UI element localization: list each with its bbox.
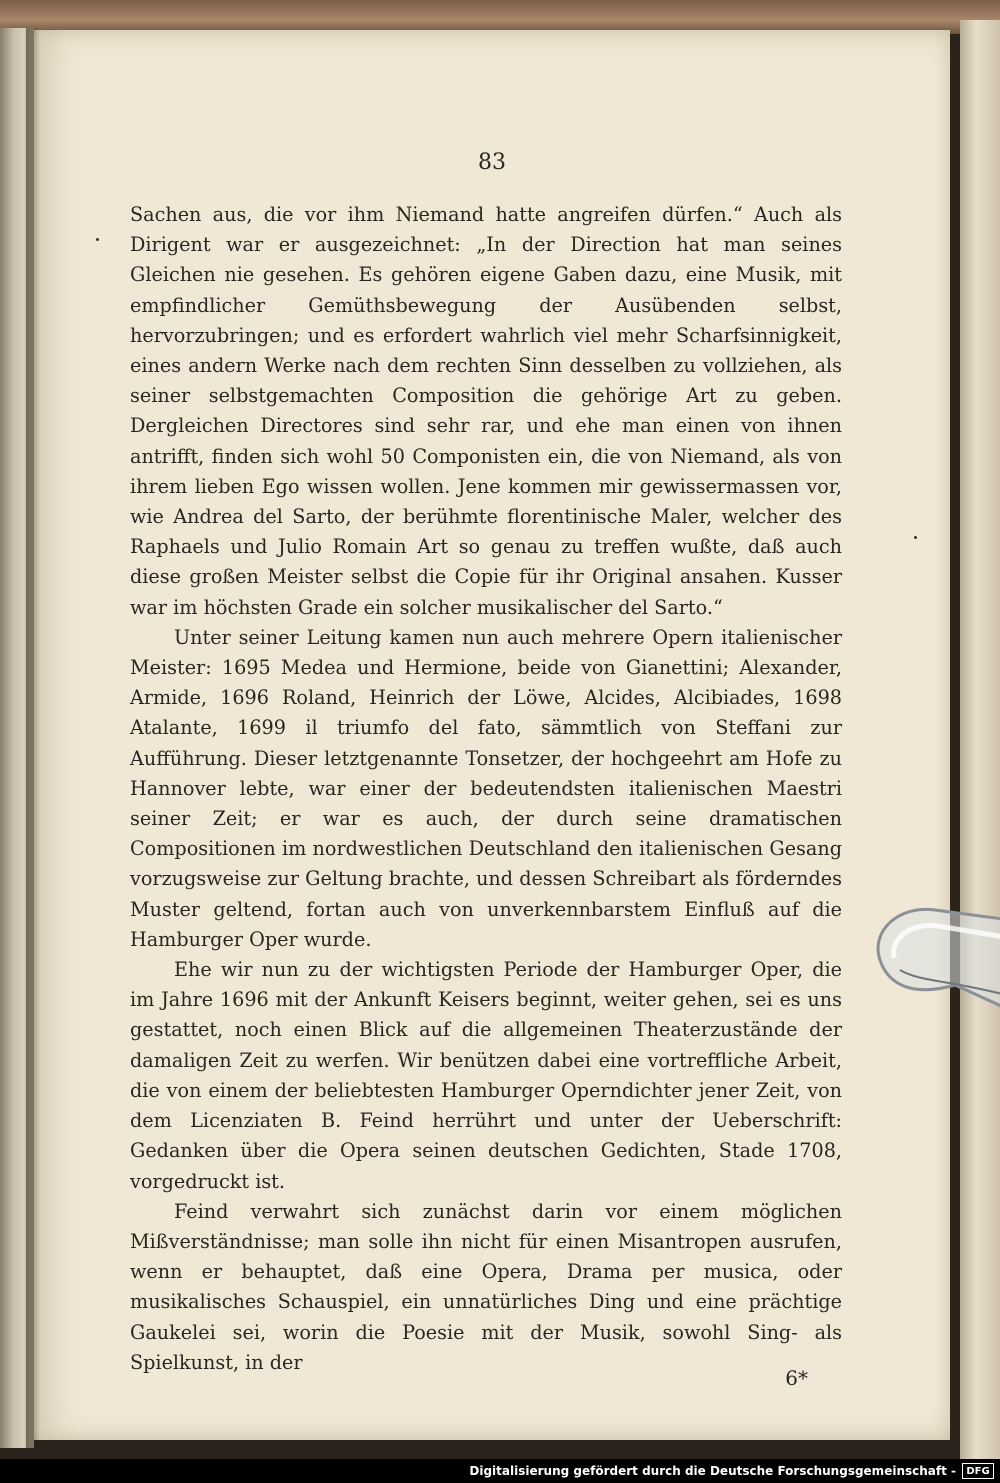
right-book-board: [960, 20, 1000, 1460]
paper-speck: [914, 536, 917, 539]
digitization-footer: [0, 1459, 1000, 1483]
page-body-text: [130, 200, 842, 1378]
paragraph: Unter seiner Leitung kamen nun auch mehrere Opern italienischer Meister: 1695 Medea und Hermione, beide von Gianettini; Alexander, Armide, 1696 Roland, Heinrich der Löwe, Alcides, Alcibiades, 1698 Atalante, 1699 il triumfo del fato, sämmtlich von Steffani zur Aufführung. Dieser letztgenannte Tonsetzer, der hochgeehrt am Hofe zu Hannover lebte, war einer der bedeutendsten italienischen Maestri seiner Zeit; er war es auch, der durch seine dramatischen Compositionen im nordwestlichen Deutschland den italienischen Gesang vorzugsweise zur Geltung brachte, und dessen Schreibart als förderndes Muster geltend, fortan auch von unverkennbarstem Einfluß auf die Hamburger Oper wurde.: [130, 625, 842, 951]
paper-speck: [96, 238, 99, 241]
footer-credit-text: Digitalisierung gefördert durch die Deutsche Forschungsgemeinschaft -: [469, 1464, 956, 1478]
page-clip-icon: [860, 900, 1000, 1030]
dfg-logo-icon: DFG: [962, 1463, 994, 1479]
paragraph: Ehe wir nun zu der wichtigsten Periode der Hamburger Oper, die im Jahre 1696 mit der Ankunft Keisers beginnt, weiter gehen, sei es uns gestattet, noch einen Blick auf die allgemeinen Theaterzustände der damaligen Zeit zu werfen. Wir benützen dabei eine vortreffliche Arbeit, die von einem der beliebtesten Hamburger Operndichter jener Zeit, von dem Licenziaten B. Feind herrührt und unter der Ueberschrift: Gedanken über die Opera seinen deutschen Gedichten, Stade 1708, vorgedruckt ist.: [130, 958, 842, 1193]
top-binding-edge: [0, 0, 1000, 34]
book-page: [34, 30, 950, 1440]
spine-shadow: [26, 28, 40, 1448]
sheet-signature: 6*: [785, 1366, 808, 1390]
paragraph: Feind verwahrt sich zunächst darin vor einem möglichen Mißverständnisse; man solle ihn nicht für einen Misantropen ausrufen, wenn er behauptet, daß eine Opera, Drama per musica, oder musikalisches Schauspiel, ein unnatürliches Ding und eine prächtige Gaukelei sei, worin die Poesie mit der Musik, sowohl Sing- als Spielkunst, in der: [130, 1199, 842, 1374]
page-number: 83: [478, 150, 506, 175]
paragraph: Sachen aus, die vor ihm Niemand hatte angreifen dürfen.“ Auch als Dirigent war er ausgezeichnet: „In der Direction hat man seines Gleichen nie gesehen. Es gehören eigene Gaben dazu, eine Musik, mit empfindlicher Gemüthsbewegung der Ausübenden selbst, hervorzubringen; und es erfordert wahrlich viel mehr Scharfsinnigkeit, eines andern Werke nach dem rechten Sinn desselben zu vollziehen, als seiner selbstgemachten Composition die gehörige Art zu geben. Dergleichen Directores sind sehr rar, und ehe man einen von ihnen antrifft, finden sich wohl 50 Componisten ein, die von Niemand, als von ihrem lieben Ego wissen wollen. Jene kommen mir gewissermassen vor, wie Andrea del Sarto, der berühmte florentinische Maler, welcher des Raphaels und Julio Romain Art so genau zu treffen wußte, daß auch diese großen Meister selbst die Copie für ihr Original ansahen. Kusser war im höchsten Grade ein solcher musikalischer del Sarto.“: [130, 203, 842, 619]
